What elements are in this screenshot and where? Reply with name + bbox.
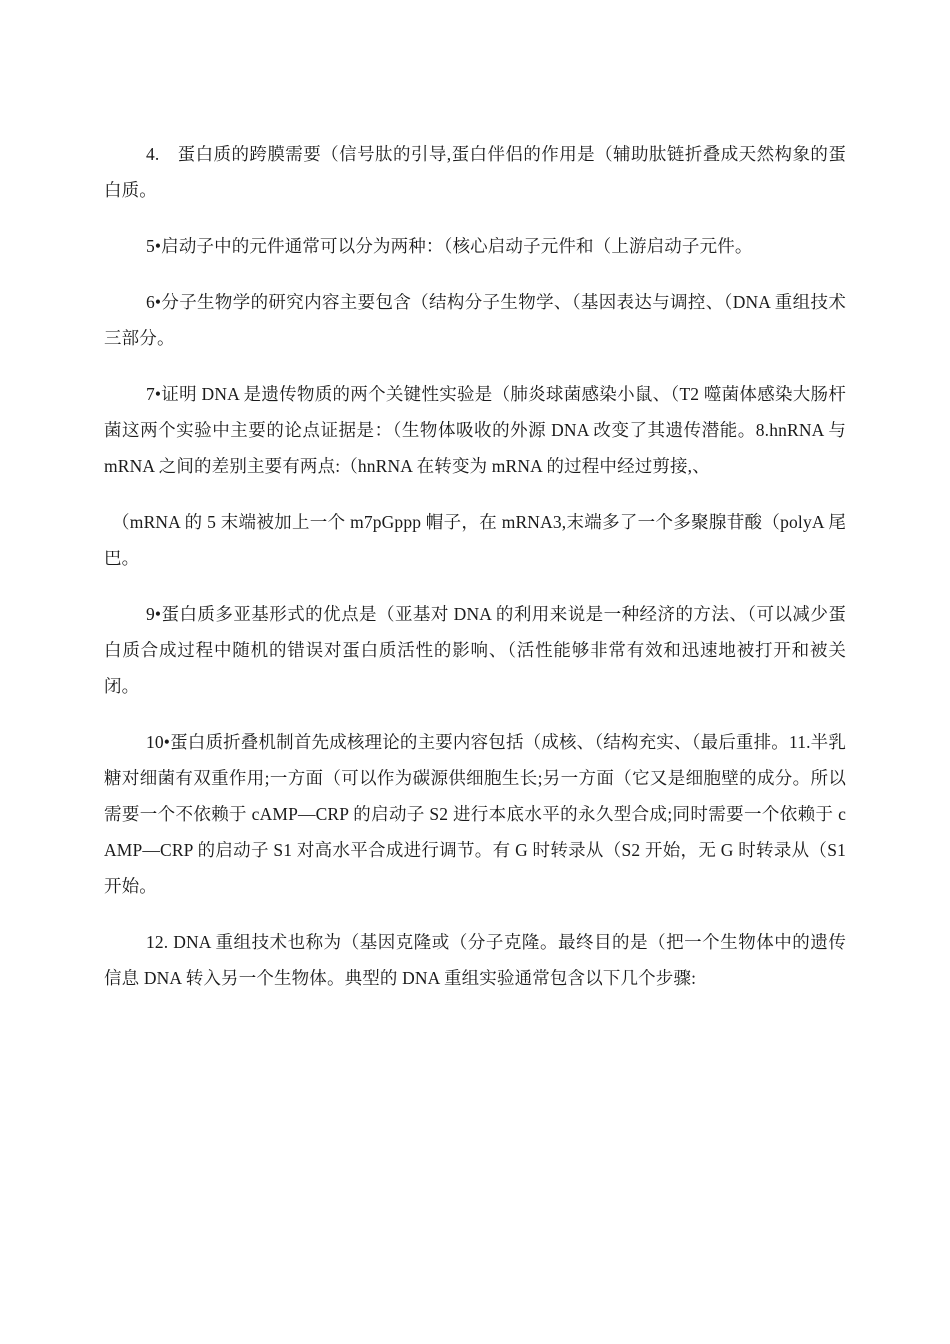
paragraph-9: 9•蛋白质多亚基形式的优点是（亚基对 DNA 的利用来说是一种经济的方法、（可以减少蛋白质合成过程中随机的错误对蛋白质活性的影响、（活性能够非常有效和迅速地被打开和被关闭。 [104,604,846,696]
paragraph-8-continued: （mRNA 的 5 末端被加上一个 m7pGppp 帽子，在 mRNA3,末端多了一个多聚腺苷酸（polyA 尾巴。 [104,512,846,568]
paragraph-7-8: 7•证明 DNA 是遗传物质的两个关键性实验是（肺炎球菌感染小鼠、（T2 噬菌体感染大肠杆菌这两个实验中主要的论点证据是：（生物体吸收的外源 DNA 改变了其遗传潜能。8.hnRNA 与 mRNA 之间的差别主要有两点:（hnRNA 在转变为 mRNA 的过程中经过剪接,、 [104,384,846,476]
paragraph-10-11: 10•蛋白质折叠机制首先成核理论的主要内容包括（成核、（结构充实、（最后重排。11.半乳糖对细菌有双重作用;一方面（可以作为碳源供细胞生长;另一方面（它又是细胞壁的成分。所以需要一个不依赖于 cAMP—CRP 的启动子 S2 进行本底水平的永久型合成;同时需要一个依赖于 cAMP—CRP 的启动子 S1 对高水平合成进行调节。有 G 时转录从（S2 开始，无 G 时转录从（S1 开始。 [104,732,846,896]
paragraph-6: 6•分子生物学的研究内容主要包含（结构分子生物学、（基因表达与调控、（DNA 重组技术三部分。 [104,292,846,348]
paragraph-12: 12. DNA 重组技术也称为（基因克隆或（分子克隆。最终目的是（把一个生物体中的遗传信息 DNA 转入另一个生物体。典型的 DNA 重组实验通常包含以下几个步骤: [104,932,846,988]
document-body [104,136,846,1016]
paragraph-4: 4. 蛋白质的跨膜需要（信号肽的引导,蛋白伴侣的作用是（辅助肽链折叠成天然构象的蛋白质。 [104,144,846,200]
paragraph-5: 5•启动子中的元件通常可以分为两种：（核心启动子元件和（上游启动子元件。 [146,236,753,256]
